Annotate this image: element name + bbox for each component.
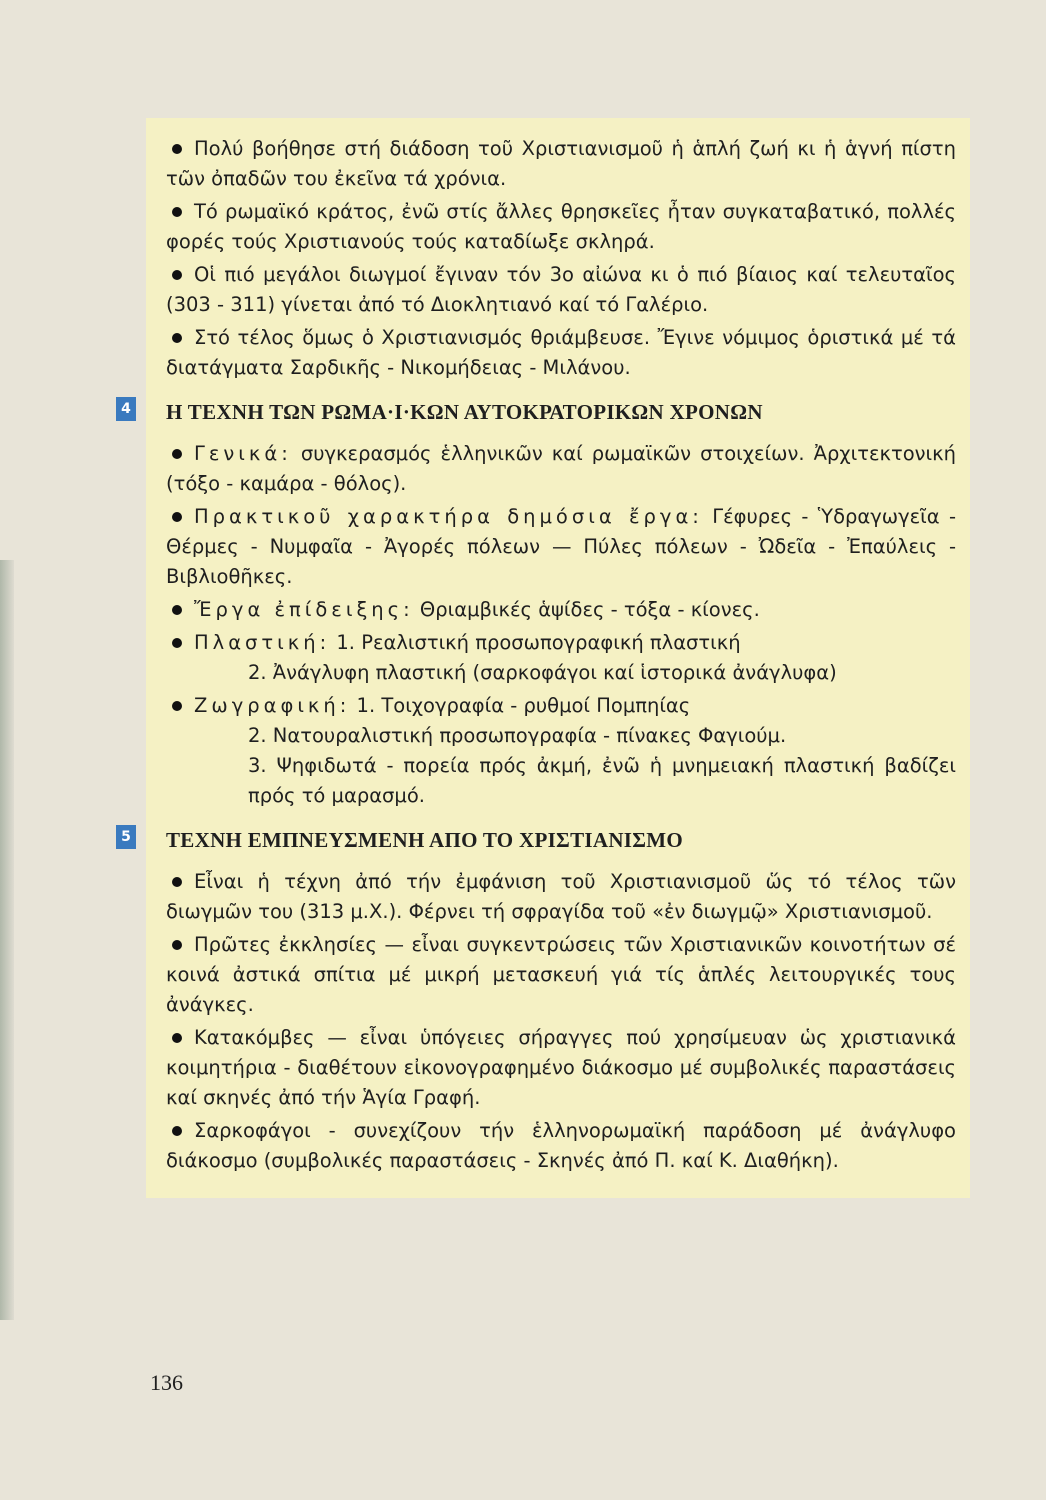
list-item: 3. Ψηφιδωτά - πορεία πρός ἀκμή, ἐνῶ ἡ μνημειακή πλαστική βαδίζει πρός τό μαρασμό.: [248, 754, 956, 807]
list-item: 1. Ρεαλιστική προσωπογραφική πλαστική: [336, 631, 741, 654]
bullet-icon: [172, 270, 182, 280]
intro-paragraph-3: Οἱ πιό μεγάλοι διωγμοί ἔγιναν τόν 3ο αἰώνα κι ὁ πιό βίαιος καί τελευταῖος (303 - 311) γίνεται ἀπό τό Διοκλητιανό καί τό Γαλέριο.: [166, 263, 956, 316]
list-item: 2. Ἀνάγλυφη πλαστική (σαρκοφάγοι καί ἱστορικά ἀνάγλυφα): [248, 661, 837, 684]
section-5-heading: [121, 823, 956, 857]
bullet-icon: [172, 877, 182, 887]
section-4-heading: [121, 395, 956, 429]
section-5-paragraph-1: Εἶναι ἡ τέχνη ἀπό τήν ἐμφάνιση τοῦ Χριστιανισμοῦ ὥς τό τέλος τῶν διωγμῶν του (313 μ.Χ.). Φέρνει τή σφραγίδα τοῦ «ἐν διωγμῷ» Χριστιανισμοῦ.: [166, 870, 956, 923]
section-5-paragraph-4: Σαρκοφάγοι - συνεχίζουν τήν ἑλληνορωμαϊκή παράδοση μέ ἀνάγλυφο διάκοσμο (συμβολικές παραστάσεις - Σκηνές ἀπό Π. καί Κ. Διαθήκη).: [166, 1119, 956, 1172]
bullet-icon: [172, 605, 182, 615]
page-content: [121, 134, 956, 1179]
bullet-icon: [172, 512, 182, 522]
bullet-icon: [172, 449, 182, 459]
intro-paragraph-2: Τό ρωμαϊκό κράτος, ἐνῶ στίς ἄλλες θρησκεῖες ἦταν συγκαταβατικό, πολλές φορές τούς Χριστιανούς τούς καταδίωξε σκληρά.: [166, 200, 956, 253]
bullet-icon: [172, 144, 182, 154]
bullet-icon: [172, 1126, 182, 1136]
section-number-badge: 5: [116, 825, 136, 849]
intro-paragraph-1: Πολύ βοήθησε στή διάδοση τοῦ Χριστιανισμοῦ ἡ ἁπλή ζωή κι ἡ ἁγνή πίστη τῶν ὀπαδῶν του ἐκεῖνα τά χρόνια.: [166, 137, 956, 190]
general-paragraph: Γενικά: συγκερασμός ἑλληνικῶν καί ρωμαϊκῶν στοιχείων. Ἀρχιτεκτονική (τόξο - καμάρα - θόλος).: [166, 442, 956, 495]
section-5-paragraph-3: Κατακόμβες — εἶναι ὑπόγειες σήραγγες πού χρησίμευαν ὡς χριστιανικά κοιμητήρια - διαθέτουν εἰκονογραφημένο διάκοσμο μέ συμβολικές παραστάσεις καί σκηνές ἀπό τήν Ἁγία Γραφή.: [166, 1026, 956, 1109]
bullet-icon: [172, 701, 182, 711]
list-item: 1. Τοιχογραφία - ρυθμοί Πομπηίας: [356, 694, 691, 717]
bullet-icon: [172, 940, 182, 950]
sculpture-list: Πλαστική: 1. Ρεαλιστική προσωπογραφική πλαστική 2. Ἀνάγλυφη πλαστική (σαρκοφάγοι καί ἱστορικά ἀνάγλυφα): [166, 628, 956, 688]
painting-list: Ζωγραφική: 1. Τοιχογραφία - ρυθμοί Πομπηίας 2. Νατουραλιστική προσωπογραφία - πίνακες Φαγιούμ. 3. Ψηφιδωτά - πορεία πρός ἀκμή, ἐνῶ ἡ μνημειακή πλαστική βαδίζει πρός τό μαρασμό.: [166, 691, 956, 811]
bullet-icon: [172, 638, 182, 648]
page-edge-shadow: [0, 560, 14, 1320]
section-title: ΤΕΧΝΗ ΕΜΠΝΕΥΣΜΕΝΗ ΑΠΟ ΤΟ ΧΡΙΣΤΙΑΝΙΣΜΟ: [166, 828, 684, 852]
display-works-paragraph: Ἔργα ἐπίδειξης: Θριαμβικές ἁψίδες - τόξα - κίονες.: [166, 595, 956, 625]
bullet-icon: [172, 1033, 182, 1043]
page-number: 136: [150, 1370, 183, 1395]
bullet-icon: [172, 333, 182, 343]
section-title: Η ΤΕΧΝΗ ΤΩΝ ΡΩΜΑ·Ι·ΚΩΝ ΑΥΤΟΚΡΑΤΟΡΙΚΩΝ ΧΡΟΝΩΝ: [166, 400, 763, 424]
bullet-icon: [172, 207, 182, 217]
practical-works-paragraph: Πρακτικοῦ χαρακτήρα δημόσια ἔργα: Γέφυρες - Ὑδραγωγεῖα - Θέρμες - Νυμφαῖα - Ἀγορές πόλεων — Πύλες πόλεων - Ὠδεῖα - Ἐπαύλεις - Βιβλιοθῆκες.: [166, 505, 956, 588]
intro-paragraph-4: Στό τέλος ὅμως ὁ Χριστιανισμός θριάμβευσε. Ἔγινε νόμιμος ὁριστικά μέ τά διατάγματα Σαρδικῆς - Νικομήδειας - Μιλάνου.: [166, 326, 956, 379]
list-item: 2. Νατουραλιστική προσωπογραφία - πίνακες Φαγιούμ.: [248, 724, 787, 747]
section-5-paragraph-2: Πρῶτες ἐκκλησίες — εἶναι συγκεντρώσεις τῶν Χριστιανικῶν κοινοτήτων σέ κοινά ἀστικά σπίτια μέ μικρή μετασκευή γιά τίς ἁπλές λειτουργικές τους ἀνάγκες.: [166, 933, 956, 1016]
section-number-badge: 4: [116, 397, 136, 421]
